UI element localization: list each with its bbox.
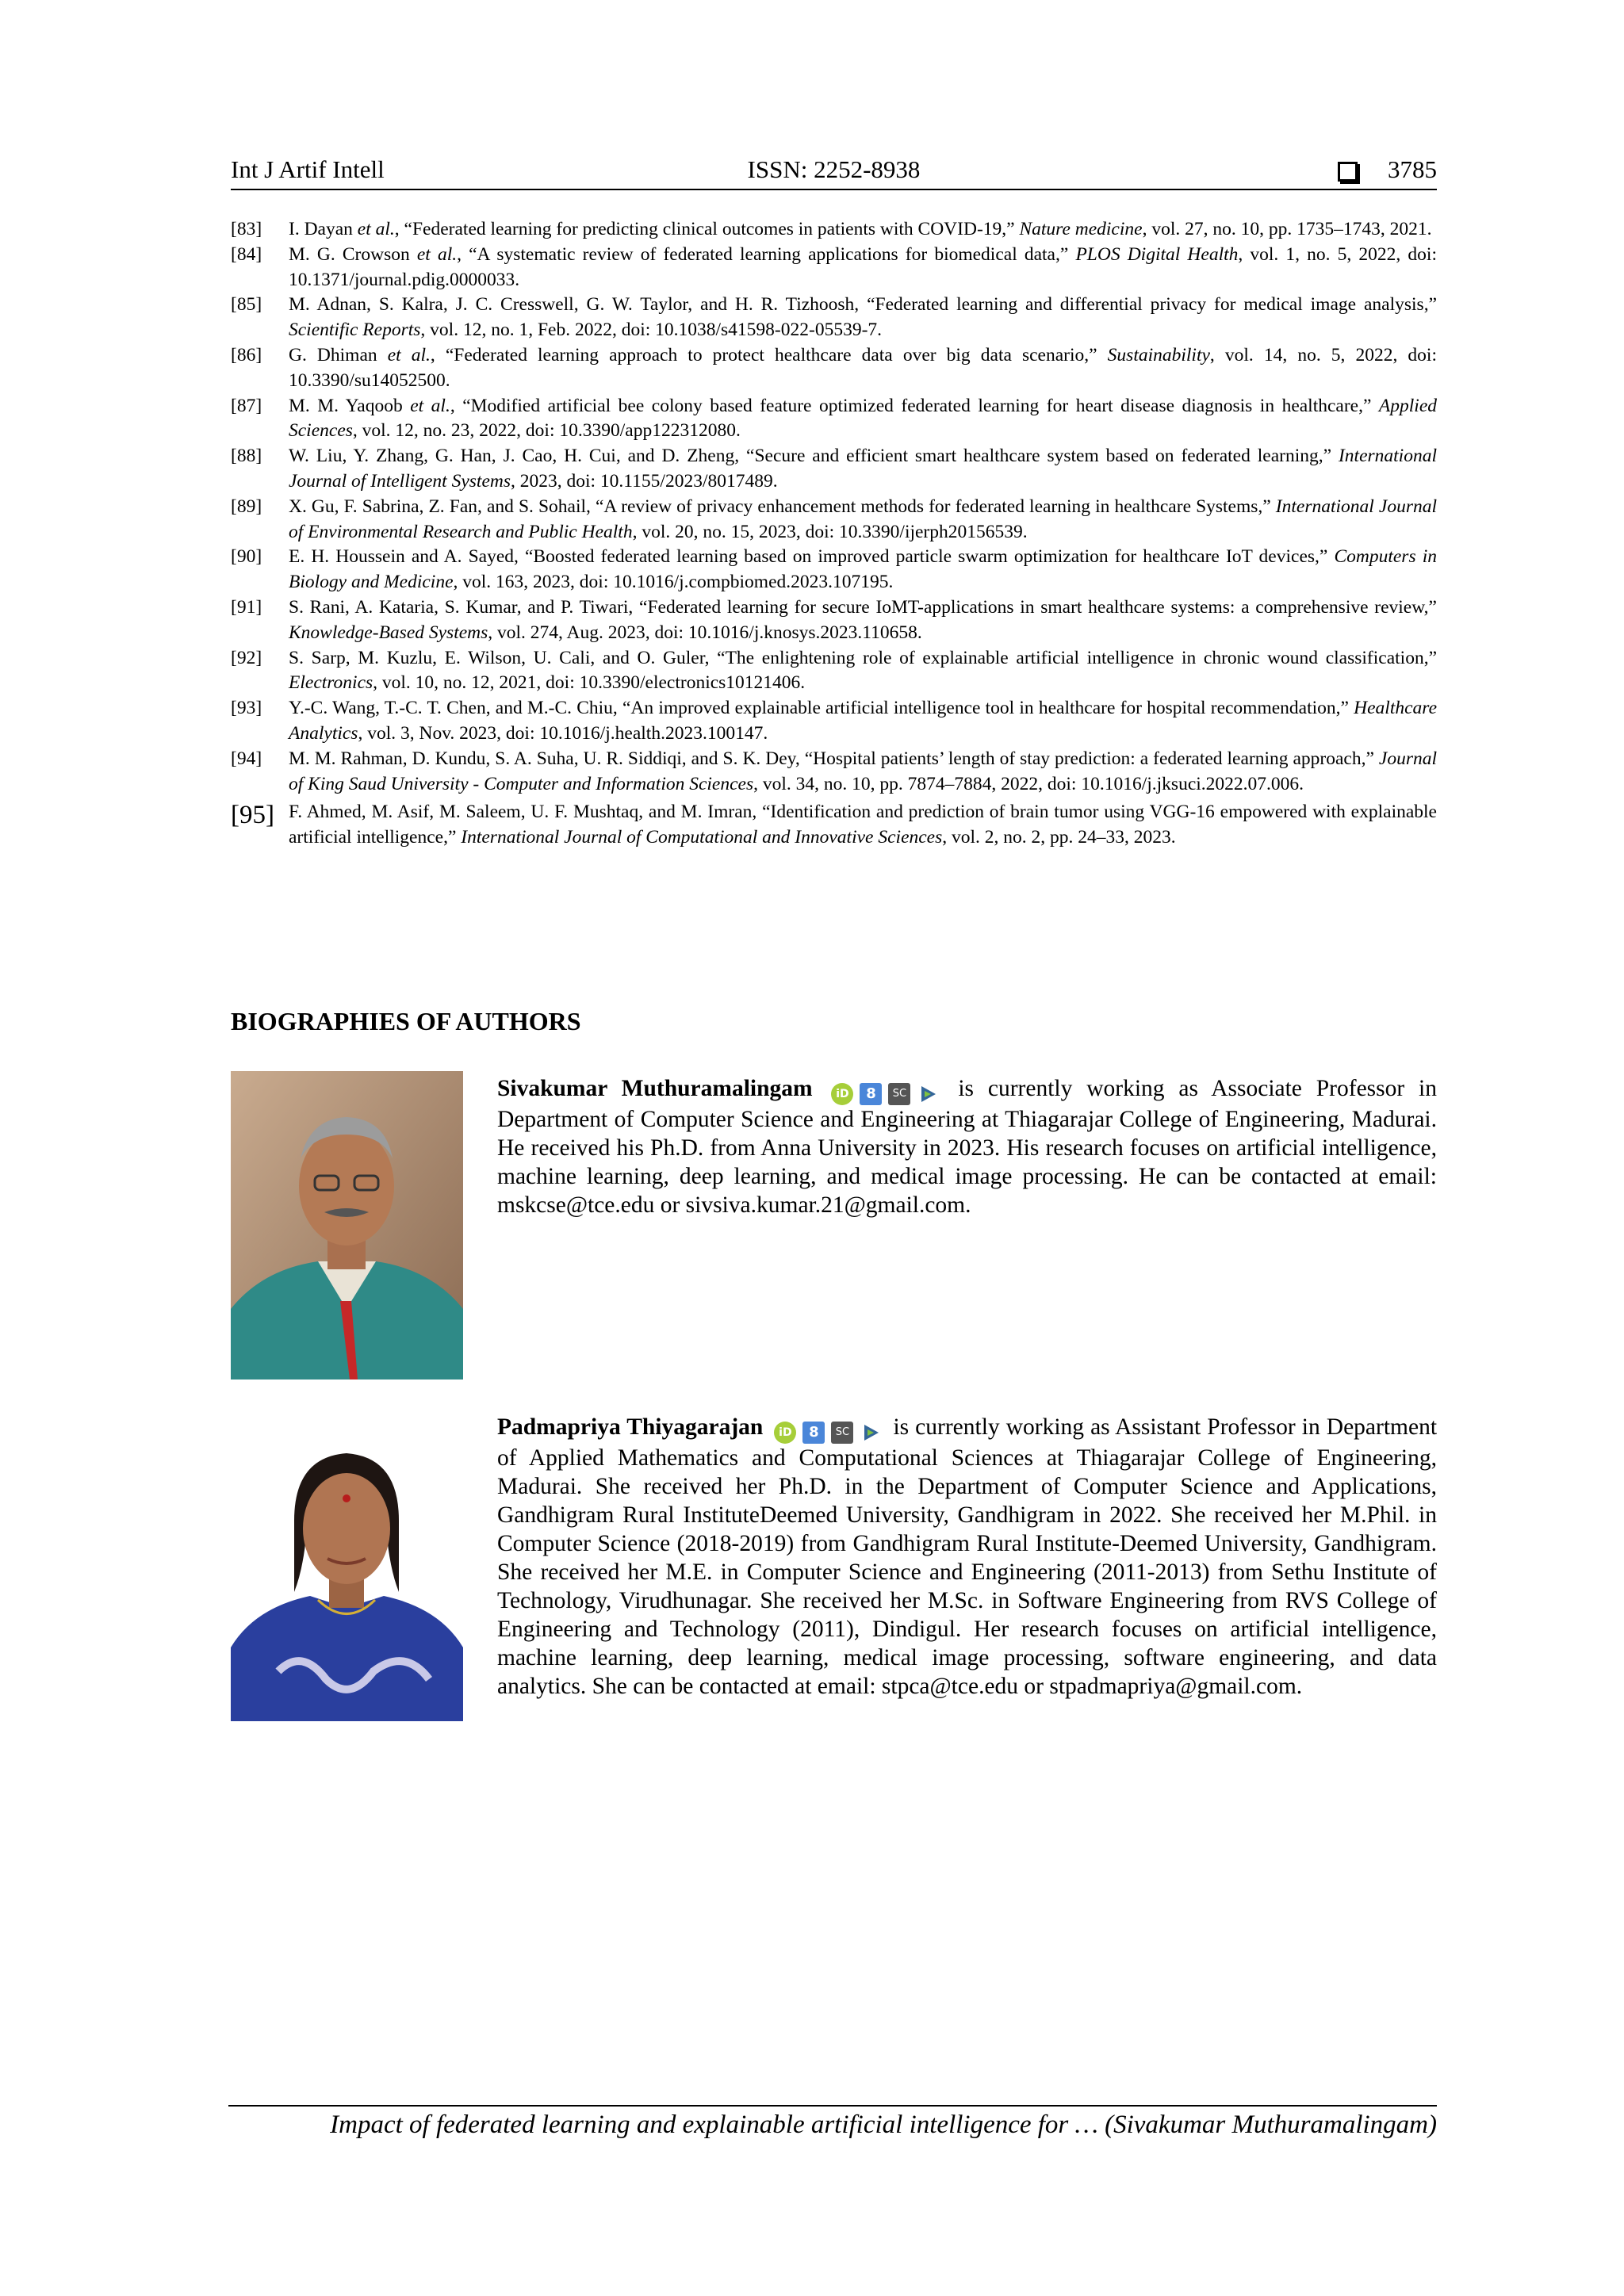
reference-text [289, 394, 1437, 445]
reference-segment: Y.-C. Wang, T.-C. T. Chen, and M.-C. Chiu, “An improved explainable artificial intelligence tool in healthcare for hospital recommendation,” [289, 698, 1354, 719]
reference-text [289, 747, 1437, 798]
reference-segment: , vol. 1, no. 5, 2022, doi: 10.1371/journal.pdig.0000033. [289, 243, 1437, 290]
reference-number: [93] [231, 698, 262, 719]
reference-text [289, 444, 1437, 495]
reference-number: [92] [231, 647, 262, 668]
author-photo-1 [231, 1071, 463, 1380]
journal-name: Int J Artif Intell [231, 155, 385, 183]
reference-italic-segment: Healthcare Analytics [289, 698, 1437, 744]
orcid-icon[interactable]: iD [831, 1083, 853, 1105]
scopus-icon[interactable]: SC [888, 1083, 910, 1105]
reference-segment: M. M. Yaqoob [289, 395, 411, 416]
author-bio-1 [497, 1074, 1437, 1219]
reference-list [231, 217, 1437, 851]
orcid-icon[interactable]: iD [774, 1422, 796, 1444]
reference-text [289, 595, 1437, 646]
author-bio-2 [497, 1413, 1437, 1701]
header-rule [231, 189, 1437, 190]
reference-italic-segment: Scientific Reports [289, 320, 421, 341]
reference-text [289, 293, 1437, 343]
reference-segment: X. Gu, F. Sabrina, Z. Fan, and S. Sohail, “A review of privacy enhancement methods for federated learning in healthcare Systems,” [289, 496, 1276, 517]
reference-number: [87] [231, 395, 262, 416]
reference-italic-segment: Computers in Biology and Medicine [289, 546, 1437, 593]
reference-segment: , “Federated learning approach to protect healthcare data over big data scenario,” [430, 344, 1108, 365]
reference-number: [95] [231, 801, 274, 830]
page-number: 3785 [1388, 155, 1437, 183]
author-profile-icons [831, 1083, 939, 1105]
portrait-female-image [231, 1410, 463, 1721]
reference-segment: M. Adnan, S. Kalra, J. C. Cresswell, G. W. Taylor, and H. R. Tizhoosh, “Federated learning and differential privacy for medical image analysis,” [289, 294, 1437, 316]
reference-segment: M. M. Rahman, D. Kundu, S. A. Suha, U. R. Siddiqi, and S. K. Dey, “Hospital patients’ length of stay prediction: a federated learning approach,” [289, 748, 1379, 769]
running-footer: Impact of federated learning and explainable artificial intelligence for … (Sivakumar Muthuramalingam) [330, 2110, 1437, 2139]
reference-segment: , “Modified artificial bee colony based feature optimized federated learning for heart disease diagnosis in healthcare,” [450, 395, 1379, 416]
reference-item [231, 646, 1437, 697]
reference-text [289, 696, 1437, 747]
reference-number: [91] [231, 596, 262, 618]
reference-text [289, 545, 1437, 595]
reference-text [289, 646, 1437, 697]
scopus-icon[interactable]: SC [831, 1422, 853, 1444]
google-scholar-icon[interactable]: 8 [860, 1083, 882, 1105]
section-title: BIOGRAPHIES OF AUTHORS [231, 1007, 581, 1035]
reference-item [231, 293, 1437, 343]
reference-text [289, 343, 1437, 394]
reference-segment: , vol. 20, no. 15, 2023, doi: 10.3390/ijerph20156539. [632, 521, 1028, 542]
reference-segment: E. H. Houssein and A. Sayed, “Boosted federated learning based on improved particle swarm optimization for healthcare IoT devices,” [289, 546, 1335, 568]
reference-item [231, 495, 1437, 545]
reference-segment: , vol. 163, 2023, doi: 10.1016/j.compbiomed.2023.107195. [453, 572, 894, 593]
reference-item [231, 800, 1437, 851]
footer-rule [228, 2105, 1437, 2107]
author-profile-icons [774, 1422, 882, 1444]
reference-segment: , vol. 274, Aug. 2023, doi: 10.1016/j.knosys.2023.110658. [488, 622, 922, 643]
author-bio-text: is currently working as Assistant Professor in Department of Applied Mathematics and Computational Sciences at Thiagarajar College of Engineering, Madurai. She received her Ph.D. in the Department of Computer Science and Applications, Gandhigram Rural InstituteDeemed University, Gandhigram in 2022. She received her M.Phil. in Computer Science (2018-2019) from Gandhigram Rural Institute-Deemed University, Gandhigram. She received her M.E. in Computer Science and Engineering (2011-2013) from Sethu Institute of Technology, Virudhunagar. She received her M.Sc. in Software Engineering from RVS College of Engineering and Technology (2011), Dindigul. Her research focuses on artificial intelligence, machine learning, deep learning, medical image processing, software engineering, and data analytics. She can be contacted at email: stpca@tce.edu or stpadmapriya@gmail.com. [497, 1414, 1438, 1699]
square-bullet-icon [1338, 162, 1358, 182]
portrait-male-image [231, 1071, 463, 1380]
reference-italic-segment: et al. [357, 219, 395, 239]
reference-number: [85] [231, 294, 262, 316]
reference-item [231, 444, 1437, 495]
reference-number: [86] [231, 344, 262, 365]
reference-italic-segment: International Journal of Intelligent Systems [289, 446, 1437, 492]
reference-segment: , vol. 3, Nov. 2023, doi: 10.1016/j.health.2023.100147. [358, 722, 768, 744]
author-name: Padmapriya Thiyagarajan [497, 1414, 764, 1440]
running-header [231, 155, 1437, 189]
reference-segment: , vol. 14, no. 5, 2022, doi: 10.3390/su14052500. [289, 344, 1437, 391]
reference-item [231, 343, 1437, 394]
reference-segment: S. Rani, A. Kataria, S. Kumar, and P. Tiwari, “Federated learning for secure IoMT-applications in smart healthcare systems: a comprehensive review,” [289, 596, 1437, 618]
reference-segment: F. Ahmed, M. Asif, M. Saleem, U. F. Mushtaq, and M. Imran, “Identification and prediction of brain tumor using VGG-16 empowered with explainable artificial intelligence,” [289, 802, 1437, 848]
reference-text [289, 243, 1437, 293]
reference-segment: S. Sarp, M. Kuzlu, E. Wilson, U. Cali, and O. Guler, “The enlightening role of explainable artificial intelligence in chronic wound classification,” [289, 647, 1437, 668]
reference-segment: , “Federated learning for predicting clinical outcomes in patients with COVID-19,” [394, 219, 1020, 239]
reference-segment: , “A systematic review of federated learning applications for biomedical data,” [457, 243, 1076, 265]
author-name: Sivakumar Muthuramalingam [497, 1076, 813, 1101]
reference-item [231, 747, 1437, 798]
reference-segment: , vol. 10, no. 12, 2021, doi: 10.3390/electronics10121406. [373, 672, 806, 694]
reference-item [231, 243, 1437, 293]
reference-segment: , vol. 12, no. 1, Feb. 2022, doi: 10.1038/s41598-022-05539-7. [420, 320, 883, 341]
reference-segment: , vol. 2, no. 2, pp. 24–33, 2023. [942, 827, 1176, 848]
reference-number: [83] [231, 219, 262, 239]
issn: ISSN: 2252-8938 [747, 155, 921, 183]
reference-italic-segment: Nature medicine [1019, 219, 1143, 239]
reference-segment: M. G. Crowson [289, 243, 417, 265]
page-number-block [1338, 155, 1437, 184]
reference-italic-segment: Journal of King Saud University - Computer and Information Sciences [289, 748, 1437, 794]
reference-number: [88] [231, 446, 262, 467]
reference-text [289, 495, 1437, 545]
reference-item [231, 595, 1437, 646]
reference-text [289, 217, 1437, 243]
reference-italic-segment: Sustainability [1107, 344, 1210, 365]
publons-icon[interactable] [917, 1083, 939, 1105]
reference-segment: , vol. 12, no. 23, 2022, doi: 10.3390/app122312080. [352, 420, 741, 442]
reference-number: [90] [231, 546, 262, 568]
reference-segment: , 2023, doi: 10.1155/2023/8017489. [511, 470, 778, 492]
reference-number: [84] [231, 243, 262, 265]
reference-italic-segment: International Journal of Computational and Innovative Sciences [461, 827, 943, 848]
reference-number: [89] [231, 496, 262, 517]
publons-icon[interactable] [860, 1422, 882, 1444]
reference-segment: W. Liu, Y. Zhang, G. Han, J. Cao, H. Cui, and D. Zheng, “Secure and efficient smart healthcare system based on federated learning,” [289, 446, 1339, 467]
reference-italic-segment: et al. [410, 395, 450, 416]
reference-text [289, 800, 1437, 851]
author-bio-text: is currently working as Associate Professor in Department of Computer Science and Engineering at Thiagarajar College of Engineering, Madurai. He received his Ph.D. from Anna University in 2023. His research focuses on artificial intelligence, machine learning, deep learning, and medical image processing. He can be contacted at email: mskcse@tce.edu or sivsiva.kumar.21@gmail.com. [497, 1076, 1438, 1218]
reference-item [231, 696, 1437, 747]
reference-italic-segment: et al. [387, 344, 431, 365]
reference-segment: , vol. 34, no. 10, pp. 7874–7884, 2022, doi: 10.1016/j.jksuci.2022.07.006. [753, 773, 1304, 794]
author-photo-2 [231, 1410, 463, 1721]
reference-item [231, 545, 1437, 595]
reference-segment: G. Dhiman [289, 344, 388, 365]
reference-segment: I. Dayan [289, 219, 358, 239]
reference-italic-segment: PLOS Digital Health [1075, 243, 1239, 265]
reference-italic-segment: International Journal of Environmental Research and Public Health [289, 496, 1437, 542]
reference-italic-segment: Electronics [289, 672, 373, 694]
reference-italic-segment: Applied Sciences [289, 395, 1437, 442]
reference-item [231, 217, 1437, 243]
reference-italic-segment: et al. [416, 243, 458, 265]
reference-italic-segment: Knowledge-Based Systems [289, 622, 488, 643]
reference-number: [94] [231, 748, 262, 769]
google-scholar-icon[interactable]: 8 [802, 1422, 825, 1444]
reference-segment: , vol. 27, no. 10, pp. 1735–1743, 2021. [1142, 219, 1432, 239]
reference-item [231, 394, 1437, 445]
